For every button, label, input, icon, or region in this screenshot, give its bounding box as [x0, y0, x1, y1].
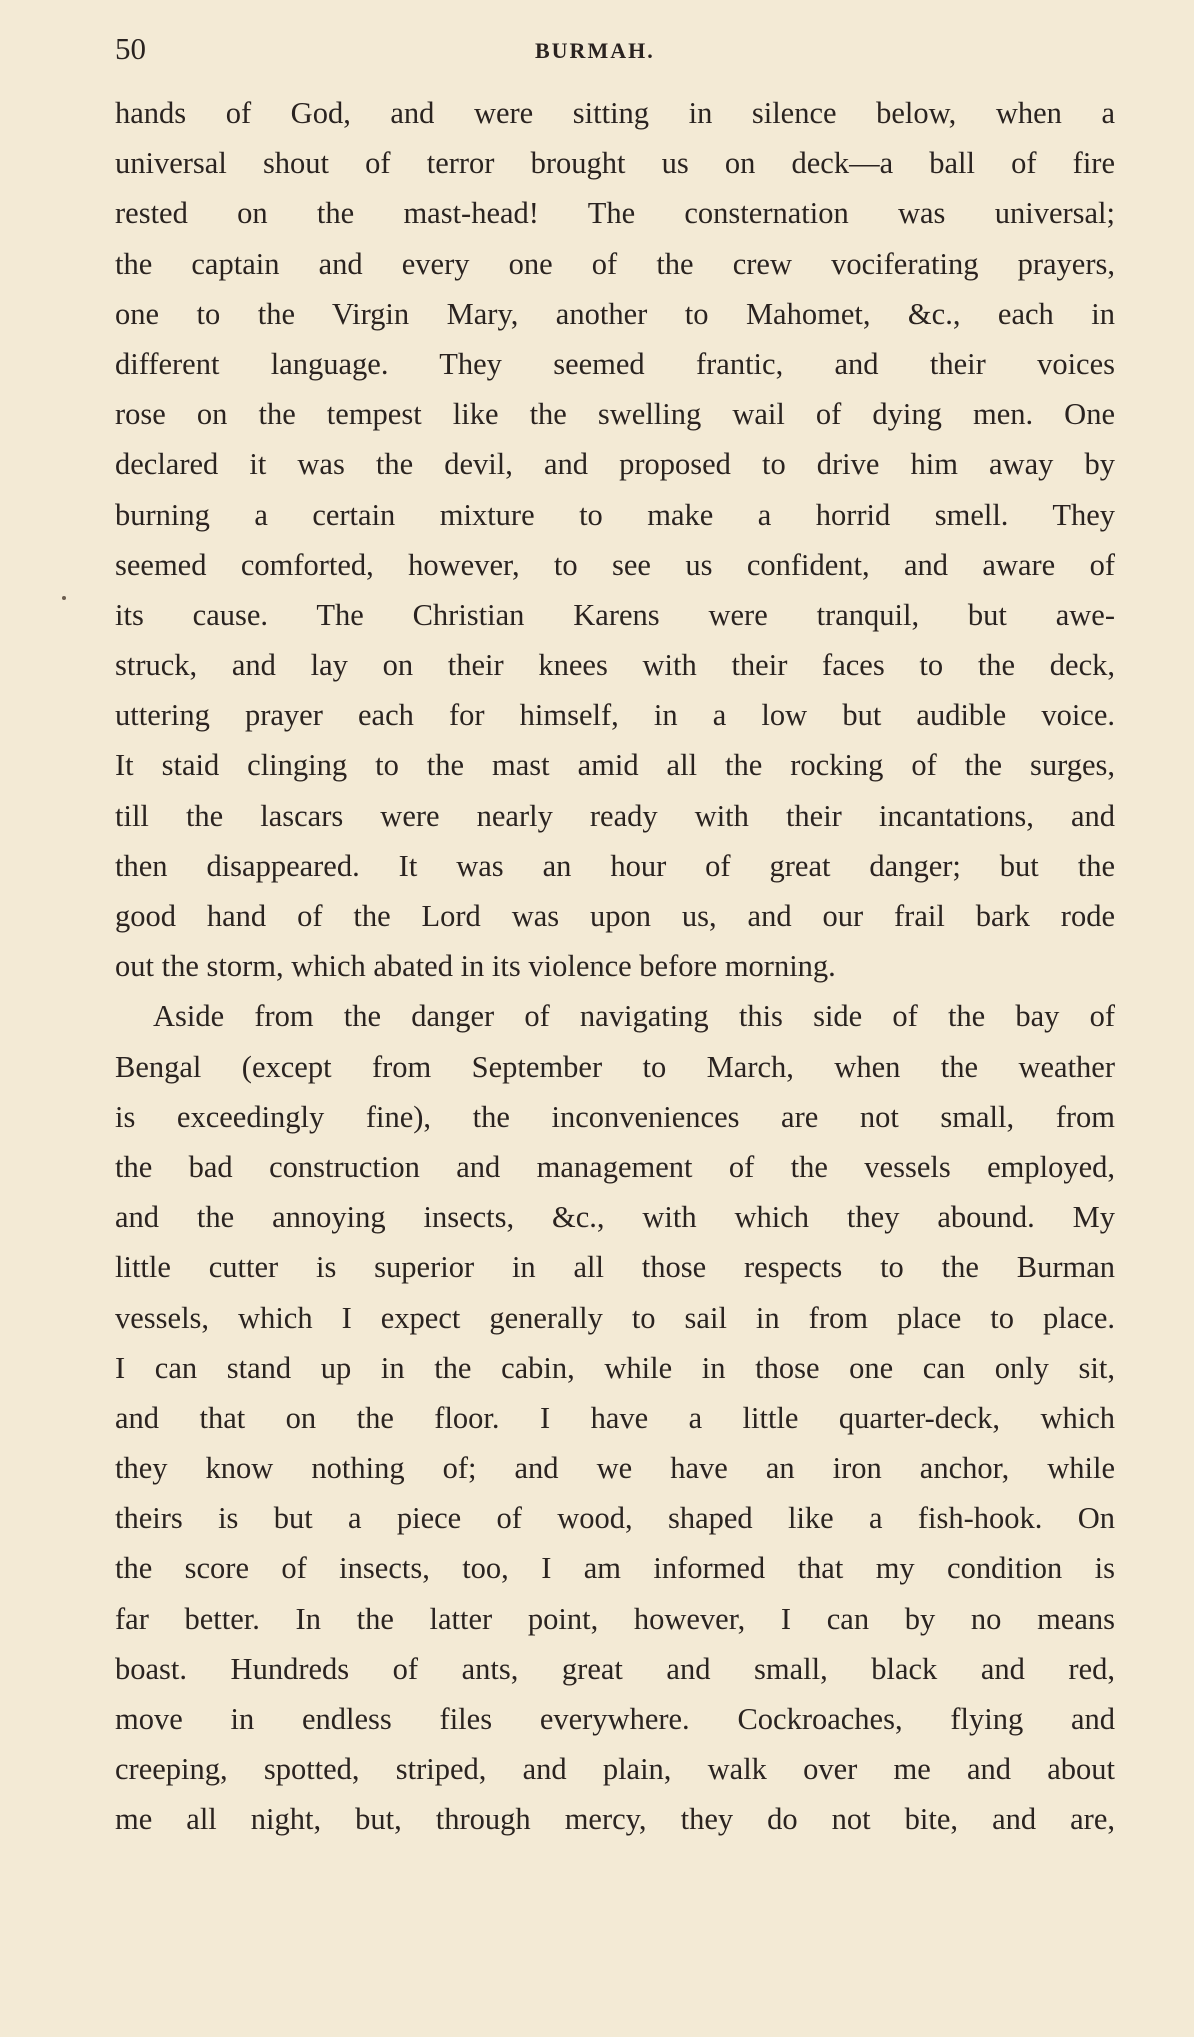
text-line: its cause. The Christian Karens were tranquil, but awe- — [115, 597, 1115, 632]
text-line: I can stand up in the cabin, while in those one can only sit, — [115, 1350, 1115, 1385]
text-line: universal shout of terror brought us on deck—a ball of fire — [115, 146, 1115, 181]
paragraph-2 — [115, 991, 1115, 1844]
text-line: struck, and lay on their knees with their faces to the deck, — [115, 648, 1115, 683]
text-line: rose on the tempest like the swelling wail of dying men. One — [115, 397, 1115, 432]
text-line: and that on the floor. I have a little quarter-deck, which — [115, 1400, 1115, 1435]
text-line: Bengal (except from September to March, when the weather — [115, 1049, 1115, 1084]
text-line: burning a certain mixture to make a horrid smell. They — [115, 497, 1115, 532]
text-line: different language. They seemed frantic, and their voices — [115, 346, 1115, 381]
text-line: vessels, which I expect generally to sail in from place to place. — [115, 1300, 1115, 1335]
text-line: far better. In the latter point, however, I can by no means — [115, 1601, 1115, 1636]
text-line: one to the Virgin Mary, another to Mahomet, &c., each in — [115, 296, 1115, 331]
text-line: It staid clinging to the mast amid all the rocking of the surges, — [115, 748, 1115, 783]
margin-speck — [62, 596, 66, 600]
text-line: they know nothing of; and we have an iron anchor, while — [115, 1451, 1115, 1486]
page-header — [115, 24, 1090, 74]
paragraph-1 — [115, 88, 1115, 991]
text-line: hands of God, and were sitting in silence below, when a — [115, 96, 1115, 130]
text-line: till the lascars were nearly ready with their incantations, and — [115, 798, 1115, 833]
text-line: then disappeared. It was an hour of great danger; but the — [115, 848, 1115, 883]
text-line: seemed comforted, however, to see us confident, and aware of — [115, 547, 1115, 582]
text-line: out the storm, which abated in its violence before morning. — [115, 949, 836, 984]
text-line: the score of insects, too, I am informed that my condition is — [115, 1551, 1115, 1586]
running-head: BURMAH. — [535, 38, 655, 63]
text-line: and the annoying insects, &c., with which they abound. My — [115, 1200, 1115, 1235]
text-line: me all night, but, through mercy, they do not bite, and are, — [115, 1802, 1115, 1837]
text-line: boast. Hundreds of ants, great and small, black and red, — [115, 1651, 1115, 1686]
text-line: good hand of the Lord was upon us, and our frail bark rode — [115, 899, 1115, 933]
text-line: rested on the mast-head! The consternation was universal; — [115, 196, 1115, 231]
body-text — [115, 88, 1115, 1845]
text-line: the captain and every one of the crew vociferating prayers, — [115, 246, 1115, 281]
text-line: move in endless files everywhere. Cockroaches, flying and — [115, 1702, 1115, 1736]
text-line: declared it was the devil, and proposed to drive him away by — [115, 447, 1115, 482]
text-line: theirs is but a piece of wood, shaped like a fish-hook. On — [115, 1501, 1115, 1536]
text-line: the bad construction and management of the vessels employed, — [115, 1149, 1115, 1184]
text-line: is exceedingly fine), the inconveniences are not small, from — [115, 1099, 1115, 1134]
text-line: little cutter is superior in all those respects to the Burman — [115, 1250, 1115, 1285]
text-line: Aside from the danger of navigating this side of the bay of — [153, 999, 1115, 1034]
page-number: 50 — [115, 31, 146, 66]
text-line: creeping, spotted, striped, and plain, walk over me and about — [115, 1752, 1115, 1787]
text-line: uttering prayer each for himself, in a low but audible voice. — [115, 698, 1115, 733]
